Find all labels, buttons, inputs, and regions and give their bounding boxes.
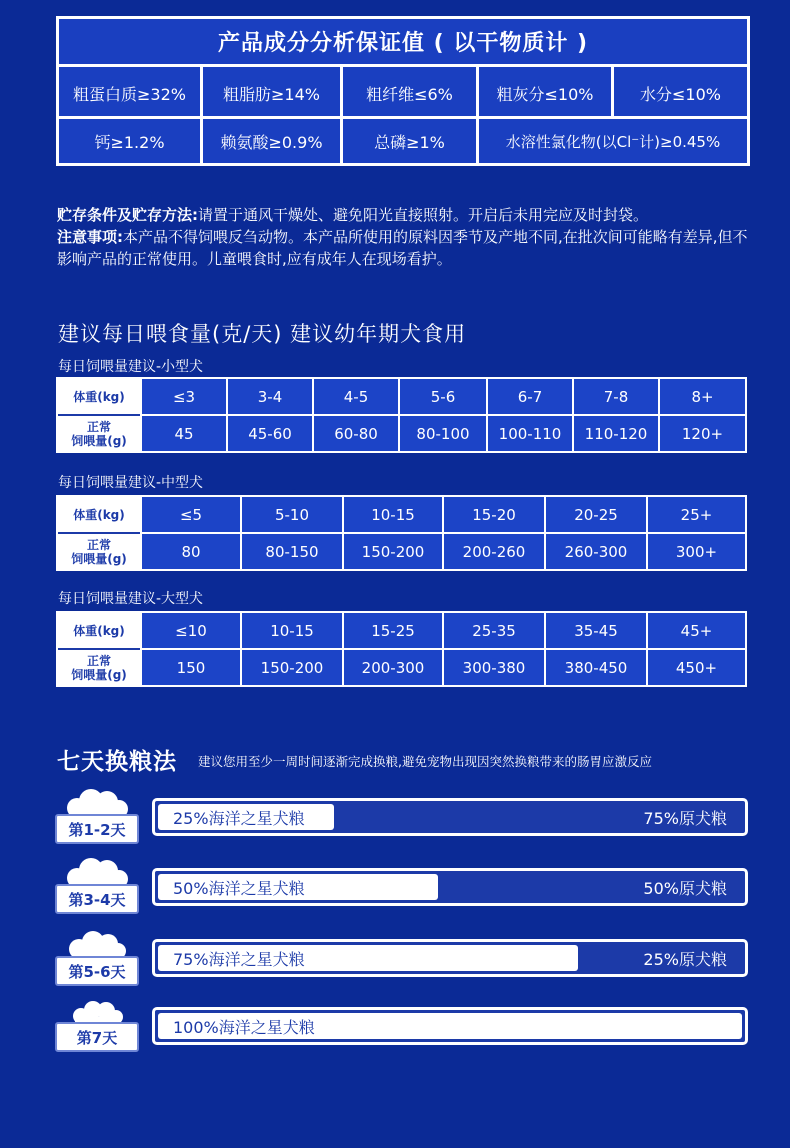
weight-cell: ≤5	[179, 505, 203, 524]
day-badge	[55, 858, 139, 914]
amount-cell: 80	[181, 542, 201, 561]
feeding-table-medium	[56, 495, 747, 571]
guarantee-cell: 总磷≥1%	[374, 132, 445, 152]
seven-day-title: 七天换粮法	[57, 749, 177, 775]
weight-cell: 5-6	[430, 387, 456, 406]
amount-cell: 150-200	[361, 542, 425, 561]
amount-label-line1: 正常	[86, 653, 111, 668]
storage-note	[57, 204, 757, 226]
guarantee-cell: 粗蛋白质≥32%	[73, 84, 186, 104]
amount-cell: 100-110	[498, 424, 562, 443]
weight-cell: 45+	[680, 621, 713, 640]
grid-line	[58, 648, 140, 650]
guarantee-title: 产品成分分析保证值 ( 以干物质计 )	[59, 19, 747, 67]
storage-label: 贮存条件及贮存方法:	[57, 206, 198, 224]
weight-cell: ≤3	[172, 387, 196, 406]
guarantee-cell: 水分≤10%	[640, 84, 721, 104]
new-food-ratio: 75%海洋之星犬粮	[173, 949, 305, 969]
amount-label-line2: 饲喂量(g)	[71, 551, 127, 566]
ratio-bar	[152, 1007, 748, 1045]
amount-label-line1: 正常	[86, 419, 111, 434]
amount-cell: 45	[174, 424, 194, 443]
day-label: 第7天	[55, 1022, 139, 1052]
new-food-ratio: 25%海洋之星犬粮	[173, 808, 305, 828]
day-label: 第5-6天	[55, 956, 139, 986]
amount-cell: 380-450	[564, 658, 628, 677]
weight-cell: 6-7	[517, 387, 543, 406]
medium-dog-title: 每日饲喂量建议-中型犬	[58, 475, 204, 491]
guarantee-cell: 水溶性氯化物(以Cl⁻计)≥0.45%	[505, 132, 721, 151]
ratio-bar	[152, 939, 748, 977]
grid-line	[58, 414, 140, 416]
feeding-table-small	[56, 377, 747, 453]
caution-label: 注意事项:	[57, 228, 123, 246]
amount-row-label	[58, 416, 140, 451]
amount-row-label	[58, 650, 140, 685]
day-label: 第1-2天	[55, 814, 139, 844]
guarantee-cell: 赖氨酸≥0.9%	[220, 132, 323, 152]
weight-cell: 15-25	[371, 621, 415, 640]
feeding-title: 建议每日喂食量(克/天) 建议幼年期犬食用	[58, 322, 467, 346]
weight-cell: 10-15	[270, 621, 314, 640]
notes	[57, 204, 757, 270]
new-food-ratio: 100%海洋之星犬粮	[173, 1017, 315, 1037]
grid-line	[200, 67, 203, 163]
amount-label-line1: 正常	[86, 537, 111, 552]
amount-label-line2: 饲喂量(g)	[71, 433, 127, 448]
guarantee-cell: 粗脂肪≥14%	[223, 84, 320, 104]
weight-cell: ≤10	[175, 621, 207, 640]
old-food-ratio: 75%原犬粮	[643, 808, 727, 828]
amount-cell: 260-300	[564, 542, 628, 561]
amount-cell: 45-60	[248, 424, 292, 443]
day-badge	[55, 788, 139, 844]
amount-cell: 200-300	[361, 658, 425, 677]
weight-cell: 25+	[680, 505, 713, 524]
weight-cell: 8+	[691, 387, 714, 406]
weight-row-label: 体重(kg)	[58, 379, 140, 414]
weight-row-label: 体重(kg)	[58, 613, 140, 648]
grid-line	[611, 67, 614, 116]
ratio-bar	[152, 798, 748, 836]
amount-label-line2: 饲喂量(g)	[71, 667, 127, 682]
large-dog-title: 每日饲喂量建议-大型犬	[58, 591, 204, 607]
day-badge	[55, 930, 139, 986]
weight-cell: 20-25	[574, 505, 618, 524]
feeding-table-large	[56, 611, 747, 687]
weight-cell: 5-10	[274, 505, 310, 524]
amount-row-label	[58, 534, 140, 569]
weight-cell: 4-5	[343, 387, 369, 406]
seven-day-desc: 建议您用至少一周时间逐渐完成换粮,避免宠物出现因突然换粮带来的肠胃应激反应	[198, 754, 652, 769]
grid-line	[476, 67, 479, 163]
guarantee-table	[56, 16, 750, 166]
grid-line	[59, 116, 747, 119]
storage-text: 请置于通风干燥处、避免阳光直接照射。开启后未用完应及时封袋。	[198, 206, 649, 224]
guarantee-cell: 粗纤维≤6%	[366, 84, 453, 104]
guarantee-cell: 粗灰分≤10%	[496, 84, 594, 104]
weight-cell: 35-45	[574, 621, 618, 640]
amount-cell: 80-150	[265, 542, 319, 561]
grid-line	[58, 532, 140, 534]
caution-text: 本产品不得饲喂反刍动物。本产品所使用的原料因季节及产地不同,在批次间可能略有差异,但不影响产品的正常使用。儿童喂食时,应有成年人在现场看护。	[57, 228, 748, 268]
caution-note	[57, 226, 753, 270]
new-food-ratio: 50%海洋之星犬粮	[173, 878, 305, 898]
old-food-ratio: 50%原犬粮	[643, 878, 727, 898]
weight-cell: 25-35	[472, 621, 516, 640]
weight-row-label: 体重(kg)	[58, 497, 140, 532]
amount-cell: 150-200	[260, 658, 324, 677]
amount-cell: 200-260	[462, 542, 526, 561]
ratio-bar	[152, 868, 748, 906]
old-food-ratio: 25%原犬粮	[643, 949, 727, 969]
amount-cell: 80-100	[416, 424, 470, 443]
amount-cell: 120+	[681, 424, 724, 443]
amount-cell: 60-80	[334, 424, 378, 443]
amount-cell: 300+	[675, 542, 718, 561]
grid-line	[340, 67, 343, 163]
small-dog-title: 每日饲喂量建议-小型犬	[58, 359, 204, 375]
amount-cell: 300-380	[462, 658, 526, 677]
weight-cell: 15-20	[472, 505, 516, 524]
weight-cell: 3-4	[257, 387, 283, 406]
day-label: 第3-4天	[55, 884, 139, 914]
weight-cell: 7-8	[603, 387, 629, 406]
amount-cell: 150	[176, 658, 206, 677]
day-badge	[55, 996, 139, 1052]
amount-cell: 110-120	[584, 424, 648, 443]
weight-cell: 10-15	[371, 505, 415, 524]
amount-cell: 450+	[675, 658, 718, 677]
guarantee-cell: 钙≥1.2%	[94, 132, 165, 152]
